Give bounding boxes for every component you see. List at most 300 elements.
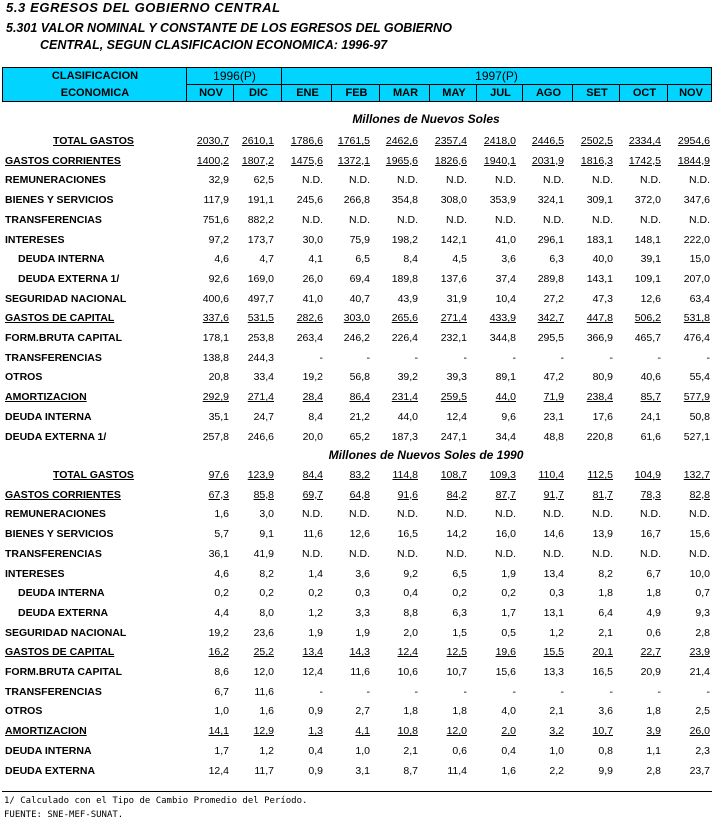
- row-value: 12,4: [397, 646, 418, 659]
- row-value: 23,1: [543, 410, 564, 423]
- row-value: 198,2: [391, 233, 418, 246]
- table-row: [0, 506, 714, 524]
- row-value: 110,4: [538, 469, 564, 481]
- row-value: -: [366, 685, 370, 698]
- row-label: DEUDA EXTERNA: [5, 764, 96, 777]
- row-value: 75,9: [349, 233, 370, 246]
- row-value: 1,0: [355, 744, 370, 757]
- row-value: 337,6: [202, 312, 229, 325]
- row-value: 34,4: [495, 430, 516, 443]
- row-value: 0,4: [403, 587, 418, 600]
- row-label: GASTOS DE CAPITAL: [5, 312, 115, 325]
- row-value: 2462,6: [385, 135, 418, 147]
- row-value: -: [366, 351, 370, 364]
- row-value: 8,2: [598, 567, 613, 580]
- row-value: -: [657, 685, 661, 698]
- header-month: OCT: [632, 87, 657, 99]
- row-value: N.D.: [446, 213, 467, 226]
- row-value: 2,2: [549, 764, 564, 777]
- row-value: N.D.: [302, 547, 323, 560]
- row-label: DEUDA EXTERNA: [18, 606, 109, 619]
- row-value: 91,7: [543, 488, 564, 501]
- row-value: 0,6: [646, 626, 661, 639]
- row-value: 1844,9: [677, 154, 710, 167]
- row-value: 1475,6: [290, 154, 323, 167]
- row-value: N.D.: [592, 508, 613, 521]
- row-value: 433,9: [489, 312, 516, 325]
- row-value: 40,6: [640, 371, 661, 384]
- row-value: 55,4: [689, 371, 710, 384]
- row-value: 114,8: [392, 469, 418, 481]
- row-value: 3,1: [355, 764, 370, 777]
- row-value: 308,0: [440, 194, 467, 207]
- row-value: 259,5: [440, 391, 467, 404]
- row-value: N.D.: [302, 508, 323, 521]
- header-label-line-1: CLASIFICACION: [51, 70, 139, 82]
- row-value: -: [463, 351, 467, 364]
- row-value: 6,5: [355, 253, 370, 266]
- table-row: [0, 526, 714, 544]
- table-row: [0, 467, 714, 485]
- table-row: [0, 409, 714, 427]
- row-value: -: [319, 685, 323, 698]
- row-value: 8,2: [259, 567, 274, 580]
- row-value: N.D.: [446, 547, 467, 560]
- row-value: 8,8: [403, 606, 418, 619]
- row-value: N.D.: [689, 174, 710, 187]
- row-value: 531,5: [247, 312, 274, 325]
- row-value: 1807,2: [241, 154, 274, 167]
- row-value: 232,1: [440, 332, 467, 344]
- table-number-title: 5.3 EGRESOS DEL GOBIERNO CENTRAL: [6, 0, 281, 15]
- row-label: FORM.BRUTA CAPITAL: [5, 666, 123, 678]
- header-divider: [572, 84, 573, 101]
- row-value: 2,1: [403, 744, 418, 757]
- header-divider: [522, 84, 523, 101]
- row-value: 266,8: [343, 194, 370, 207]
- row-value: N.D.: [495, 508, 516, 521]
- row-value: 2954,6: [677, 135, 710, 147]
- row-value: N.D.: [689, 508, 710, 521]
- row-value: 187,3: [391, 430, 418, 443]
- header-divider: [619, 84, 620, 101]
- footer-rule: [2, 791, 712, 792]
- row-value: 67,3: [208, 488, 229, 501]
- row-value: 12,0: [446, 725, 467, 738]
- row-value: 85,7: [640, 391, 661, 404]
- row-value: N.D.: [543, 547, 564, 560]
- row-value: 23,7: [689, 764, 710, 777]
- row-value: 2,1: [549, 705, 564, 718]
- row-value: 112,5: [587, 469, 613, 481]
- header-divider: [331, 84, 332, 101]
- row-value: 40,0: [592, 253, 613, 266]
- row-value: N.D.: [349, 508, 370, 521]
- row-value: 207,0: [683, 272, 710, 285]
- row-value: -: [414, 685, 418, 698]
- header-month: DIC: [249, 87, 268, 99]
- row-value: 6,3: [549, 253, 564, 266]
- row-value: 226,4: [391, 332, 418, 344]
- table-row: [0, 546, 714, 564]
- row-value: 497,7: [247, 292, 274, 305]
- row-label: SEGURIDAD NACIONAL: [5, 626, 127, 639]
- row-value: 9,9: [598, 764, 613, 777]
- row-value: 16,7: [640, 528, 661, 541]
- row-value: 296,1: [537, 233, 564, 246]
- table-subtitle-line-1: 5.301 VALOR NOMINAL Y CONSTANTE DE LOS EGRESOS DEL GOBIERNO: [6, 21, 452, 35]
- row-value: 2502,5: [580, 135, 613, 147]
- row-label: REMUNERACIONES: [5, 174, 106, 187]
- table-row: [0, 369, 714, 387]
- row-label: TOTAL GASTOS: [53, 469, 134, 481]
- row-value: 9,2: [403, 567, 418, 580]
- row-value: 10,6: [397, 666, 418, 678]
- row-value: 400,6: [202, 292, 229, 305]
- row-value: N.D.: [397, 174, 418, 187]
- row-value: 84,2: [446, 488, 467, 501]
- row-value: 11,6: [303, 528, 323, 541]
- row-value: 282,6: [296, 312, 323, 325]
- row-value: 3,3: [355, 606, 370, 619]
- row-value: 0,2: [259, 587, 274, 600]
- table-row: [0, 429, 714, 447]
- row-value: 12,4: [446, 410, 467, 423]
- row-value: 303,0: [343, 312, 370, 325]
- row-value: 1,6: [501, 764, 516, 777]
- header-year-1997: 1997(P): [475, 69, 518, 83]
- row-value: 4,1: [308, 253, 323, 266]
- row-value: 13,9: [592, 528, 613, 541]
- row-value: 2,8: [695, 626, 710, 639]
- row-label: DEUDA INTERNA: [18, 253, 105, 266]
- row-value: 4,5: [452, 253, 467, 266]
- table-row: [0, 389, 714, 407]
- table-row: [0, 212, 714, 230]
- row-value: 1,8: [452, 705, 467, 718]
- row-label: DEUDA EXTERNA 1/: [18, 272, 120, 285]
- header-year-1996: 1996(P): [213, 69, 256, 83]
- row-value: 6,7: [646, 567, 661, 580]
- table-row: [0, 664, 714, 682]
- row-value: 292,9: [202, 391, 229, 404]
- table-header: [2, 67, 712, 102]
- row-value: 354,8: [391, 194, 418, 207]
- row-value: 0,2: [501, 587, 516, 600]
- row-label: AMORTIZACION: [5, 725, 87, 738]
- row-value: 21,4: [689, 666, 710, 678]
- row-value: 20,1: [592, 646, 613, 659]
- row-value: 109,3: [489, 469, 516, 481]
- row-label: TRANSFERENCIAS: [5, 213, 102, 226]
- row-value: 8,4: [308, 410, 323, 423]
- row-value: 6,7: [214, 685, 229, 698]
- row-value: 245,6: [296, 194, 323, 207]
- header-divider: [186, 84, 711, 85]
- row-value: 6,4: [598, 606, 613, 619]
- row-value: 9,1: [259, 528, 274, 541]
- section-title-constant: Millones de Nuevos Soles de 1990: [328, 448, 524, 462]
- row-value: 344,8: [489, 332, 516, 344]
- row-value: 148,1: [634, 233, 661, 246]
- row-value: 3,6: [355, 567, 370, 580]
- table-row: [0, 232, 714, 250]
- row-value: 366,9: [586, 332, 613, 344]
- row-label: AMORTIZACION: [5, 391, 87, 404]
- row-value: 169,0: [247, 272, 274, 285]
- row-value: 0,8: [598, 744, 613, 757]
- row-value: 47,2: [543, 371, 564, 384]
- row-value: 2,1: [598, 626, 613, 639]
- row-value: 32,9: [208, 174, 229, 187]
- row-value: 36,1: [208, 547, 229, 560]
- header-month: FEB: [345, 87, 368, 99]
- row-value: 12,6: [349, 528, 370, 541]
- row-value: 173,7: [247, 233, 274, 246]
- row-value: N.D.: [495, 213, 516, 226]
- row-value: 137,6: [440, 272, 467, 285]
- row-value: 15,0: [689, 253, 710, 266]
- row-value: 4,4: [214, 606, 229, 619]
- row-value: 132,7: [683, 469, 710, 481]
- row-value: 0,5: [501, 626, 516, 639]
- row-value: 4,6: [214, 253, 229, 266]
- row-value: 50,8: [689, 410, 710, 423]
- row-value: 25,2: [253, 646, 274, 659]
- row-label: INTERESES: [5, 233, 65, 246]
- row-value: 882,2: [247, 213, 274, 226]
- header-month: ENE: [296, 87, 319, 99]
- row-value: 14,1: [208, 725, 229, 738]
- row-value: 37,4: [495, 272, 516, 285]
- row-value: 61,6: [640, 430, 661, 443]
- row-value: 1,8: [646, 587, 661, 600]
- row-value: 16,2: [208, 646, 229, 659]
- row-value: 3,2: [549, 725, 564, 738]
- row-value: 2,3: [695, 744, 710, 757]
- row-value: 9,3: [695, 606, 710, 619]
- header-divider: [476, 84, 477, 101]
- row-value: 71,9: [543, 391, 564, 404]
- row-label: GASTOS DE CAPITAL: [5, 646, 115, 659]
- row-value: 4,9: [646, 606, 661, 619]
- row-value: 244,3: [247, 351, 274, 364]
- row-value: 24,7: [253, 410, 274, 423]
- table-row: [0, 192, 714, 210]
- table-row: [0, 172, 714, 190]
- row-value: 0,2: [452, 587, 467, 600]
- section-title-nominal: Millones de Nuevos Soles: [352, 112, 500, 126]
- row-value: N.D.: [592, 213, 613, 226]
- row-value: 183,1: [586, 233, 613, 246]
- row-value: 13,4: [302, 646, 323, 659]
- row-value: 1,9: [355, 626, 370, 639]
- row-value: 22,7: [640, 646, 661, 659]
- row-value: 23,9: [689, 646, 710, 659]
- row-value: 81,7: [592, 488, 613, 501]
- row-value: 9,6: [501, 410, 516, 423]
- row-value: 372,0: [634, 194, 661, 207]
- row-value: 41,0: [495, 233, 516, 246]
- row-value: 138,8: [202, 351, 229, 364]
- row-value: 257,8: [202, 430, 229, 443]
- row-value: 1761,5: [337, 135, 370, 147]
- row-value: 2418,0: [483, 135, 516, 147]
- row-value: 64,8: [349, 488, 370, 501]
- row-value: 447,8: [586, 312, 613, 325]
- row-value: N.D.: [397, 508, 418, 521]
- row-value: 12,4: [208, 764, 229, 777]
- row-value: 15,6: [495, 666, 516, 678]
- row-value: 0,4: [308, 744, 323, 757]
- row-value: 247,1: [440, 430, 467, 443]
- row-value: 1,9: [501, 567, 516, 580]
- row-value: -: [512, 685, 516, 698]
- row-value: 12,0: [253, 666, 274, 678]
- row-value: 2,0: [501, 725, 516, 738]
- row-value: 246,2: [343, 332, 370, 344]
- table-row: [0, 684, 714, 702]
- row-value: 577,9: [683, 391, 710, 404]
- header-divider: [667, 84, 668, 101]
- row-value: 43,9: [397, 292, 418, 305]
- header-month: NOV: [199, 87, 223, 99]
- row-value: N.D.: [495, 174, 516, 187]
- row-value: 21,2: [349, 410, 370, 423]
- row-value: 1816,3: [580, 154, 613, 167]
- row-value: 1,8: [646, 705, 661, 718]
- row-label: DEUDA INTERNA: [5, 410, 92, 423]
- row-value: 143,1: [586, 272, 613, 285]
- footnote: 1/ Calculado con el Tipo de Cambio Promedio del Período.: [4, 796, 308, 806]
- row-value: 191,1: [247, 194, 274, 207]
- row-value: 19,2: [208, 626, 229, 639]
- row-value: 0,9: [308, 764, 323, 777]
- row-value: 222,0: [683, 233, 710, 246]
- row-value: 1742,5: [628, 154, 661, 167]
- row-value: 324,1: [537, 194, 564, 207]
- row-value: 65,2: [349, 430, 370, 443]
- row-value: 10,4: [495, 292, 516, 305]
- row-value: -: [657, 351, 661, 364]
- row-value: 10,8: [397, 725, 418, 738]
- row-value: N.D.: [349, 547, 370, 560]
- row-value: 1,5: [452, 626, 467, 639]
- row-value: 1,2: [308, 606, 323, 619]
- row-value: 0,6: [452, 744, 467, 757]
- row-label: TRANSFERENCIAS: [5, 547, 102, 560]
- row-value: 28,4: [302, 391, 323, 404]
- table-row: [0, 350, 714, 368]
- row-value: 13,4: [543, 567, 564, 580]
- row-value: 476,4: [683, 332, 710, 344]
- row-value: 1,0: [549, 744, 564, 757]
- row-value: 26,0: [302, 272, 323, 285]
- row-value: 1,2: [549, 626, 564, 639]
- row-value: 83,2: [349, 469, 370, 481]
- row-value: 3,0: [259, 508, 274, 521]
- row-value: 89,1: [495, 371, 516, 384]
- row-value: 1,3: [308, 725, 323, 738]
- row-value: 2,8: [646, 764, 661, 777]
- row-value: 220,8: [586, 430, 613, 443]
- row-value: 69,4: [349, 272, 370, 285]
- row-value: 78,3: [640, 488, 661, 501]
- row-value: N.D.: [689, 213, 710, 226]
- header-label-line-2: ECONOMICA: [60, 87, 130, 99]
- row-value: 0,9: [308, 705, 323, 718]
- row-value: 2030,7: [196, 135, 229, 147]
- row-value: 11,4: [447, 764, 467, 777]
- row-value: 15,5: [543, 646, 564, 659]
- row-value: N.D.: [543, 508, 564, 521]
- table-row: [0, 723, 714, 741]
- row-value: 86,4: [349, 391, 370, 404]
- row-label: INTERESES: [5, 567, 65, 580]
- row-value: 97,6: [208, 469, 229, 481]
- row-value: 117,9: [203, 194, 229, 207]
- row-value: N.D.: [640, 174, 661, 187]
- table-row: [0, 330, 714, 348]
- row-value: N.D.: [302, 213, 323, 226]
- row-value: 4,6: [214, 567, 229, 580]
- row-value: 2031,9: [531, 154, 564, 167]
- row-value: 0,2: [214, 587, 229, 600]
- row-value: 3,9: [646, 725, 661, 738]
- row-value: 12,6: [640, 292, 661, 305]
- row-value: 271,4: [440, 312, 467, 325]
- row-value: 6,5: [452, 567, 467, 580]
- row-value: 35,1: [208, 410, 229, 423]
- row-value: 0,3: [549, 587, 564, 600]
- table-row: [0, 133, 714, 151]
- row-value: 289,8: [537, 272, 564, 285]
- row-value: 13,1: [543, 606, 564, 619]
- header-month: NOV: [679, 87, 703, 99]
- row-value: N.D.: [495, 547, 516, 560]
- row-value: 63,4: [689, 292, 710, 305]
- row-value: 82,8: [689, 488, 710, 501]
- row-value: 2,0: [403, 626, 418, 639]
- row-value: N.D.: [349, 213, 370, 226]
- row-value: 465,7: [634, 332, 661, 344]
- row-value: 24,1: [640, 410, 661, 423]
- row-value: 13,3: [543, 666, 564, 678]
- row-value: N.D.: [543, 174, 564, 187]
- header-month: SET: [586, 87, 608, 99]
- row-value: 109,1: [634, 272, 661, 285]
- row-value: 1,8: [403, 705, 418, 718]
- row-label: GASTOS CORRIENTES: [5, 488, 121, 501]
- row-value: 353,9: [489, 194, 516, 207]
- row-value: 16,5: [397, 528, 418, 541]
- row-value: 48,8: [543, 430, 564, 443]
- row-value: 1,7: [214, 744, 229, 757]
- row-value: 69,7: [302, 488, 323, 501]
- row-value: 20,8: [208, 371, 229, 384]
- row-value: 265,6: [391, 312, 418, 325]
- row-label: SEGURIDAD NACIONAL: [5, 292, 127, 305]
- row-value: 0,7: [695, 587, 710, 600]
- row-value: 189,8: [391, 272, 418, 285]
- row-value: 15,6: [689, 528, 710, 541]
- row-label: TRANSFERENCIAS: [5, 685, 102, 698]
- header-month: MAR: [392, 87, 419, 99]
- row-value: 10,7: [592, 725, 613, 738]
- row-value: 142,1: [440, 233, 467, 246]
- row-label: FORM.BRUTA CAPITAL: [5, 332, 123, 344]
- row-value: 1372,1: [337, 154, 370, 167]
